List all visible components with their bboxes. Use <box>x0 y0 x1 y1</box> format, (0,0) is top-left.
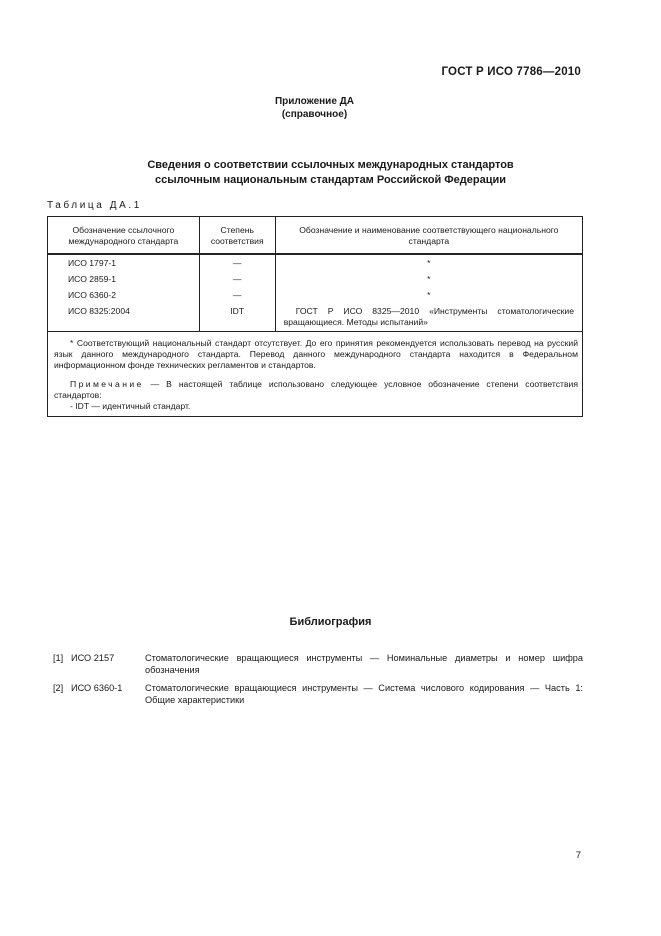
list-item <box>53 652 583 676</box>
cell-degree: — <box>199 272 275 288</box>
note-text: — В настоящей таблице использовано следующее условное обозначение степени соответствия стандартов: <box>54 379 578 400</box>
section-title-line2: ссылочным национальным стандартам Российской Федерации <box>154 174 507 186</box>
bibliography-list <box>53 652 583 712</box>
bib-code: ИСО 6360-1 <box>71 683 123 693</box>
cell-intl: ИСО 1797-1 <box>48 254 200 272</box>
cell-degree: — <box>199 288 275 304</box>
cell-intl: ИСО 6360-2 <box>48 288 200 304</box>
bibliography-title: Библиография <box>289 616 372 628</box>
table-row <box>48 288 583 304</box>
bib-code: ИСО 2157 <box>71 653 115 663</box>
section-title-line1: Сведения о соответствии ссылочных международных стандартов <box>147 159 514 171</box>
note-label: Примечание <box>70 379 144 389</box>
cell-intl: ИСО 8325:2004 <box>48 304 200 332</box>
header-intl-standard: Обозначение ссылочного международного стандарта <box>48 217 200 255</box>
table-note <box>54 379 578 401</box>
table-caption: Таблица ДА.1 <box>47 200 142 211</box>
page-number: 7 <box>575 850 581 861</box>
header-degree: Степень соответствия <box>199 217 275 255</box>
section-title <box>0 158 661 188</box>
table-row <box>48 304 583 332</box>
cell-national: * <box>275 272 582 288</box>
cell-national: ГОСТ Р ИСО 8325—2010 «Инструменты стоматологические вращающиеся. Методы испытаний» <box>275 304 582 332</box>
cell-degree: — <box>199 254 275 272</box>
annex-title: Приложение ДА <box>274 96 355 107</box>
correspondence-table <box>47 216 583 417</box>
list-item <box>53 682 583 706</box>
table-notes <box>48 332 583 417</box>
cell-degree: IDT <box>199 304 275 332</box>
annex-heading <box>0 95 661 121</box>
header-national-standard: Обозначение и наименование соответствующего национального стандарта <box>275 217 582 255</box>
document-code: ГОСТ Р ИСО 7786—2010 <box>441 66 581 78</box>
cell-intl: ИСО 2859-1 <box>48 272 200 288</box>
bib-text: Стоматологические вращающиеся инструменты — Номинальные диаметры и номер шифра обозначения <box>145 653 583 675</box>
table-header-row <box>48 217 583 255</box>
bib-number: [2] <box>53 683 64 693</box>
table-notes-row <box>48 332 583 417</box>
bib-number: [1] <box>53 653 64 663</box>
table-row <box>48 254 583 272</box>
cell-national: * <box>275 288 582 304</box>
cell-national: * <box>275 254 582 272</box>
annex-subtitle: (справочное) <box>281 109 348 120</box>
note-item: - IDT — идентичный стандарт. <box>70 401 191 411</box>
table-row <box>48 272 583 288</box>
table-footnote: * Соответствующий национальный стандарт отсутствует. До его принятия рекомендуется использовать перевод на русский язык данного международного стандарта. Перевод данного международного стандарта находится в Федеральном информационном фонде технических регламентов и стандартов. <box>54 338 578 370</box>
bib-text: Стоматологические вращающиеся инструменты — Система числового кодирования — Часть 1: Общие характеристики <box>145 683 583 705</box>
